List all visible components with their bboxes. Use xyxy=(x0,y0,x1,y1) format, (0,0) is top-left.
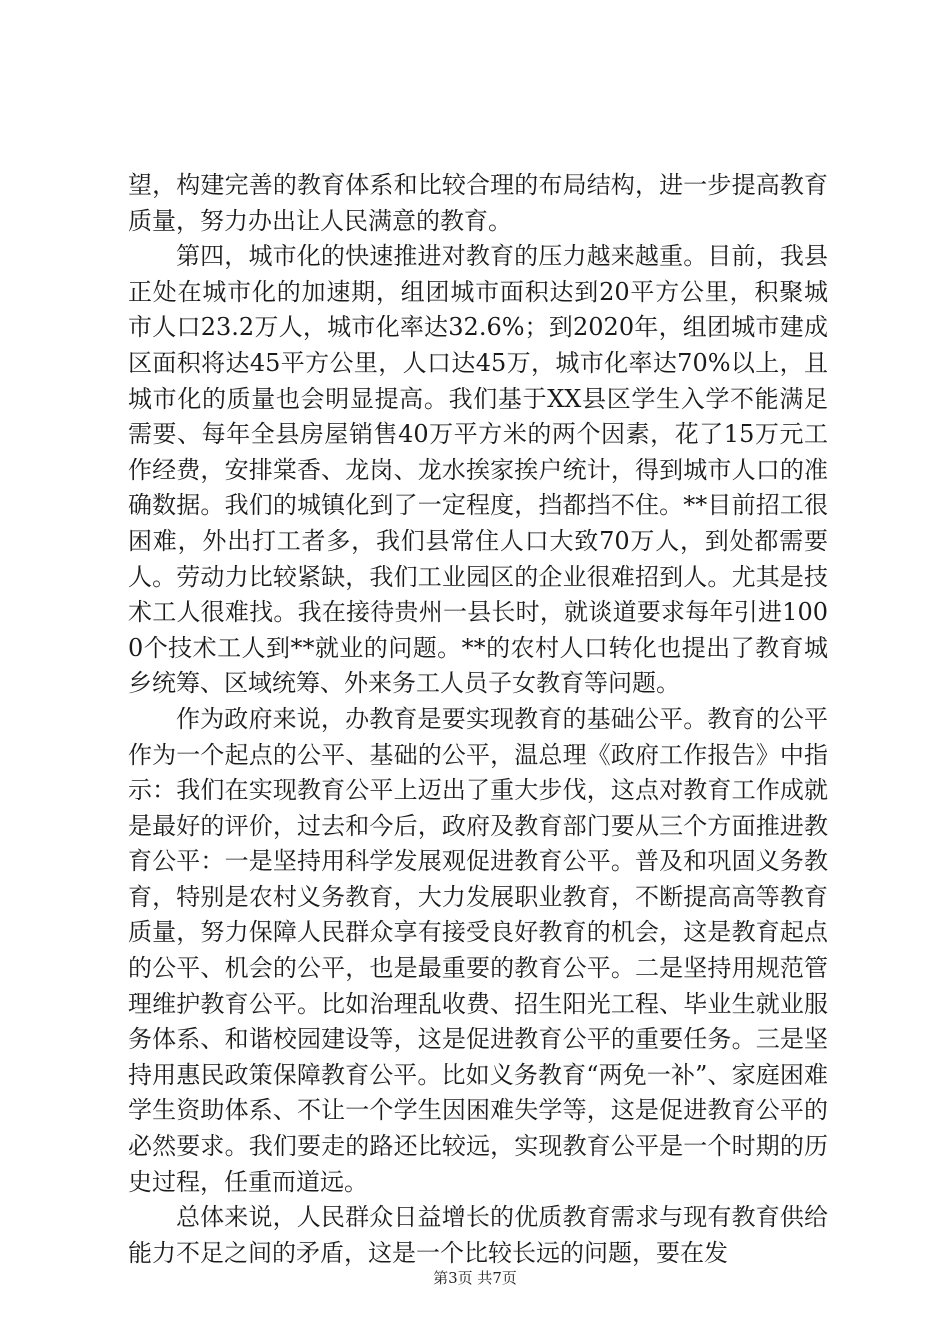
body-text xyxy=(128,168,828,1271)
page-number: 第3页 共7页 xyxy=(433,1269,517,1287)
paragraph-4: 总体来说，人民群众日益增长的优质教育需求与现有教育供给能力不足之间的矛盾，这是一个比较长远的问题，要在发 xyxy=(128,1203,828,1267)
paragraph-3: 作为政府来说，办教育是要实现教育的基础公平。教育的公平作为一个起点的公平、基础的公平，温总理《政府工作报告》中指示：我们在实现教育公平上迈出了重大步伐，这点对教育工作成就是最好的评价，过去和今后，政府及教育部门要从三个方面推进教育公平：一是坚持用科学发展观促进教育公平。普及和巩固义务教育，特别是农村义务教育，大力发展职业教育，不断提高高等教育质量，努力保障人民群众享有接受良好教育的机会，这是教育起点的公平、机会的公平，也是最重要的教育公平。二是坚持用规范管理维护教育公平。比如治理乱收费、招生阳光工程、毕业生就业服务体系、和谐校园建设等，这是促进教育公平的重要任务。三是坚持用惠民政策保障教育公平。比如义务教育“两免一补”、家庭困难学生资助体系、不让一个学生因困难失学等，这是促进教育公平的必然要求。我们要走的路还比较远，实现教育公平是一个时期的历史过程，任重而道远。 xyxy=(128,704,828,1196)
paragraph-1: 望，构建完善的教育体系和比较合理的布局结构，进一步提高教育质量，努力办出让人民满意的教育。 xyxy=(128,171,828,235)
paragraph-2: 第四，城市化的快速推进对教育的压力越来越重。目前，我县正处在城市化的加速期，组团城市面积达到20平方公里，积聚城市人口23.2万人，城市化率达32.6%；到2020年，组团城市建成区面积将达45平方公里，人口达45万，城市化率达70%以上，且城市化的质量也会明显提高。我们基于XX县区学生入学不能满足需要、每年全县房屋销售40万平方米的两个因素，花了15万元工作经费，安排棠香、龙岗、龙水挨家挨户统计，得到城市人口的准确数据。我们的城镇化到了一定程度，挡都挡不住。**目前招工很困难，外出打工者多，我们县常住人口大致70万人，到处都需要人。劳动力比较紧缺，我们工业园区的企业很难招到人。尤其是技术工人很难找。我在接待贵州一县长时，就谈道要求每年引进1000个技术工人到**就业的问题。**的农村人口转化也提出了教育城乡统筹、区域统筹、外来务工人员子女教育等问题。 xyxy=(128,242,828,698)
page-footer xyxy=(0,1268,950,1288)
